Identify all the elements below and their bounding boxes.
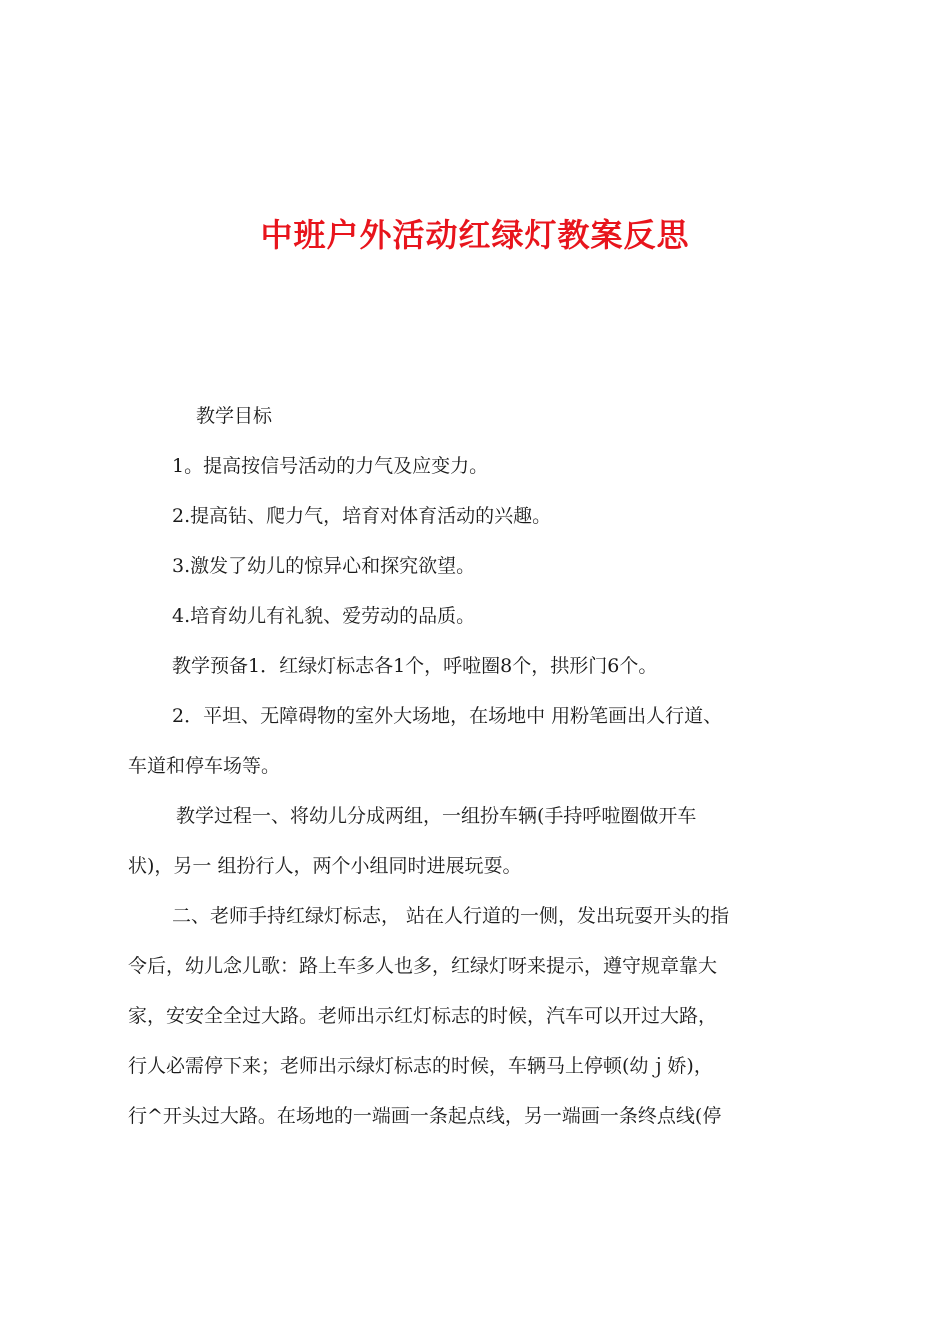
document-title: 中班户外活动红绿灯教案反思 xyxy=(260,216,690,254)
objective-item: 3.激发了幼儿的惊异心和探究欲望。 xyxy=(172,555,476,577)
document-body xyxy=(128,400,828,1132)
preparation-paragraph: 2．平坦、无障碍物的室外大场地，在场地中 用粉笔画出人行道、 xyxy=(172,705,723,727)
process-step-paragraph-cont: 行人必需停下来；老师出示绿灯标志的时候，车辆马上停顿(幼ｊ娇)， xyxy=(128,1055,713,1077)
objective-item: 2.提高钻、爬力气，培育对体育活动的兴趣。 xyxy=(172,505,552,527)
process-step-paragraph-cont: 令后，幼儿念儿歌：路上车多人也多，红绿灯呀来提示，遵守规章靠大 xyxy=(128,955,718,977)
section-heading-objectives: 教学目标 xyxy=(196,405,273,427)
process-paragraph-cont: 状)，另一 组扮行人，两个小组同时进展玩耍。 xyxy=(128,855,522,877)
process-paragraph: 教学过程一、将幼儿分成两组，一组扮车辆(手持呼啦圈做开车 xyxy=(176,805,697,827)
preparation-paragraph: 教学预备1．红绿灯标志各1个，呼啦圈8个，拱形门6个。 xyxy=(172,655,658,677)
process-step-paragraph-cont: 行^开头过大路。在场地的一端画一条起点线，另一端画一条终点线(停 xyxy=(128,1105,722,1127)
process-step-paragraph-cont: 家，安安全全过大路。老师出示红灯标志的时候，汽车可以开过大路， xyxy=(128,1005,718,1027)
objective-item: 1。提高按信号活动的力气及应变力。 xyxy=(172,455,489,477)
objective-item: 4.培育幼儿有礼貌、爱劳动的品质。 xyxy=(172,605,476,627)
process-step-paragraph: 二、老师手持红绿灯标志， 站在人行道的一侧，发出玩耍开头的指 xyxy=(172,905,730,927)
preparation-paragraph-cont: 车道和停车场等。 xyxy=(128,755,281,777)
